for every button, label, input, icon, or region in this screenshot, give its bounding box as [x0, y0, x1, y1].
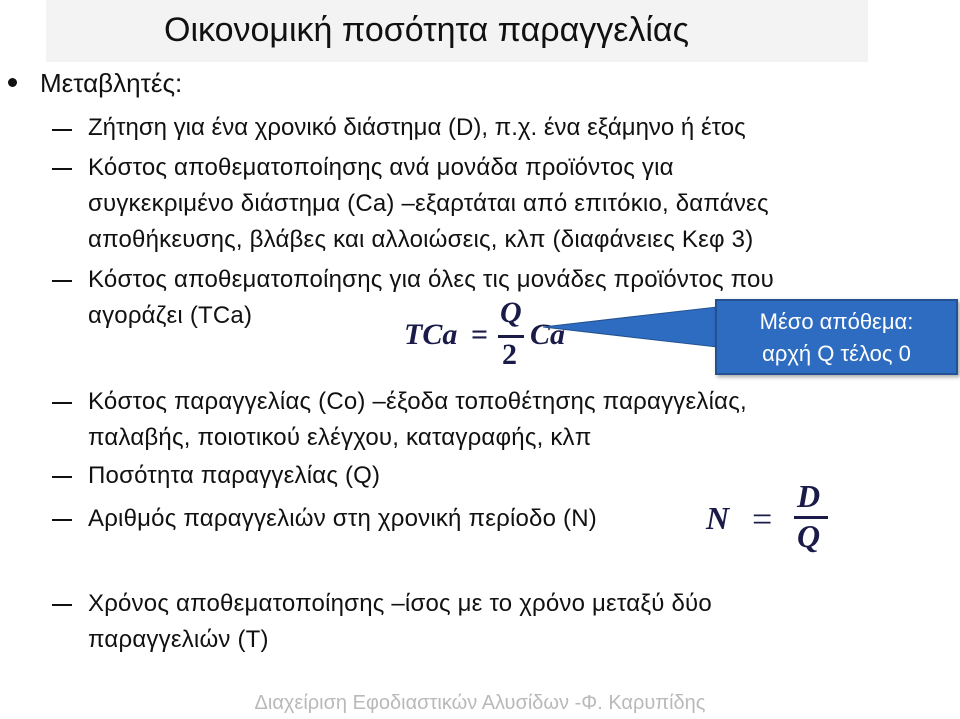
average-inventory-callout — [715, 299, 958, 375]
formula-n-denominator: Q — [797, 518, 821, 554]
item-order-cost-line2: παλαβής, ποιοτικού ελέγχου, καταγραφής, κλπ — [88, 424, 592, 451]
formula-tca-equals: = — [471, 318, 489, 351]
formula-tca-denominator: 2 — [502, 338, 517, 371]
item-total-holding-line1: Κόστος αποθεματοποίησης για όλες τις μονάδες προϊόντος που — [88, 266, 774, 293]
formula-n-equals: = — [752, 499, 773, 539]
callout-line1: Μέσο απόθεμα: — [759, 309, 914, 334]
dash-marker — [52, 402, 72, 404]
item-order-cost-line1: Κόστος παραγγελίας (Co) –έξοδα τοποθέτησης παραγγελίας, — [88, 388, 747, 415]
dash-marker — [52, 129, 72, 131]
formula-n-numerator: D — [797, 478, 821, 514]
dash-marker — [52, 476, 72, 478]
item-total-holding-line2: αγοράζει (TCa) — [88, 302, 253, 329]
formula-tca-numerator: Q — [500, 296, 522, 329]
item-holding-cost-line1: Κόστος αποθεματοποίησης ανά μονάδα προϊόντος για — [88, 154, 674, 181]
dash-marker — [52, 519, 72, 521]
footer: Διαχείριση Εφοδιαστικών Αλυσίδων -Φ. Καρυπίδης — [254, 692, 706, 714]
slide-title: Οικονομική ποσότητα παραγγελίας — [164, 11, 689, 49]
formula-n-lhs: N — [706, 500, 730, 536]
callout-line2: αρχή Q τέλος 0 — [762, 341, 911, 366]
item-demand: Ζήτηση για ένα χρονικό διάστημα (D), π.χ. ένα εξάμηνο ή έτος — [88, 114, 746, 141]
formula-tca-factor: Ca — [530, 318, 566, 351]
item-inventory-time-line2: παραγγελιών (T) — [88, 626, 269, 653]
item-number-of-orders: Αριθμός παραγγελιών στη χρονική περίοδο (N) — [88, 505, 597, 532]
bullet-dot — [8, 78, 17, 87]
dash-marker — [52, 280, 72, 282]
dash-marker — [52, 604, 72, 606]
item-order-quantity: Ποσότητα παραγγελίας (Q) — [88, 462, 381, 489]
dash-marker — [52, 168, 72, 170]
variables-label: Μεταβλητές: — [40, 68, 183, 98]
item-holding-cost-line2: συγκεκριμένο διάστημα (Ca) –εξαρτάται από επιτόκιο, δαπάνες — [88, 190, 769, 217]
item-inventory-time-line1: Χρόνος αποθεματοποίησης –ίσος με το χρόνο μεταξύ δύο — [88, 590, 712, 617]
callout-pointer — [543, 299, 723, 375]
item-holding-cost-line3: αποθήκευσης, βλάβες και αλλοιώσεις, κλπ (διαφάνειες Κεφ 3) — [88, 226, 754, 253]
formula-tca-lhs: TCa — [404, 318, 458, 351]
